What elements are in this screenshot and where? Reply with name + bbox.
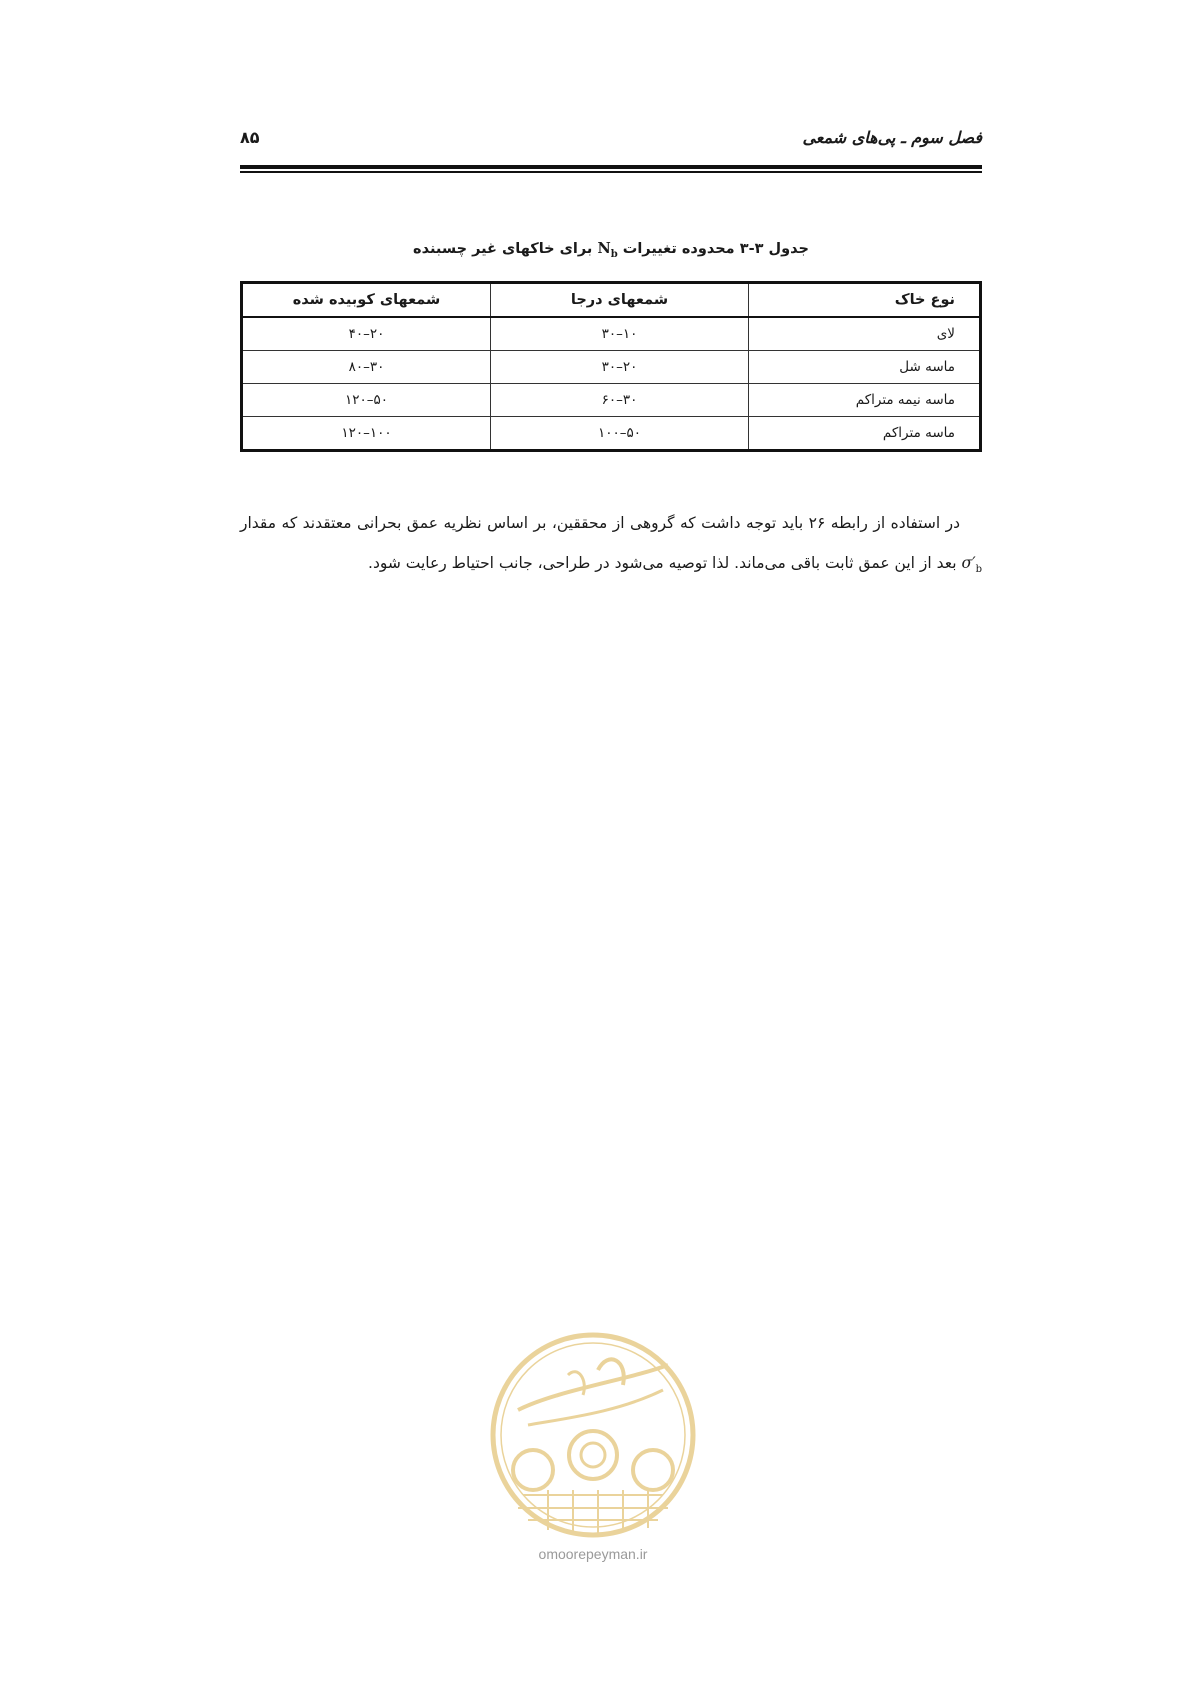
table-cell: ۵۰–۱۲۰ <box>242 384 491 417</box>
chapter-title: فصل سوم ـ پی‌های شمعی <box>802 128 982 147</box>
sigma-b-prime-symbol: $\sigma'_b$ <box>961 554 982 576</box>
body-paragraph <box>240 503 982 590</box>
table-cell: ۱۰۰–۱۲۰ <box>242 417 491 451</box>
header-rule-thick <box>240 165 982 169</box>
paragraph-text-part2: بعد از این عمق ثابت باقی می‌ماند. لذا توصیه می‌شود در طراحی، جانب احتیاط رعایت شود. <box>368 554 957 572</box>
table-row <box>242 317 981 351</box>
paragraph-text-part1: در استفاده از رابطه ۲۶ باید توجه داشت که گروهی از محققین، بر اساس نظریه عمق بحرانی معتقدند که مقدار <box>240 514 960 532</box>
column-header-cast-in-place: شمعهای درجا <box>491 283 749 318</box>
table-cell: لای <box>749 317 981 351</box>
publisher-logo-watermark <box>488 1330 698 1540</box>
table-row <box>242 417 981 451</box>
table-cell: ماسه متراکم <box>749 417 981 451</box>
page-header <box>240 128 982 158</box>
caption-suffix: برای خاکهای غیر چسبنده <box>413 241 593 257</box>
nb-range-table <box>240 281 982 452</box>
watermark-url: omoorepeyman.ir <box>538 1546 648 1562</box>
table-row <box>242 351 981 384</box>
table-cell: ماسه شل <box>749 351 981 384</box>
table-row <box>242 384 981 417</box>
table-cell: ۱۰–۳۰ <box>491 317 749 351</box>
column-header-soil-type: نوع خاک <box>749 283 981 318</box>
table-caption <box>240 240 982 260</box>
column-header-driven: شمعهای کوبیده شده <box>242 283 491 318</box>
table-cell: ۲۰–۴۰ <box>242 317 491 351</box>
table-cell: ۲۰–۳۰ <box>491 351 749 384</box>
table-header-row <box>242 283 981 318</box>
caption-symbol: $N_b$ <box>597 240 618 260</box>
page-number: ۸۵ <box>240 128 260 147</box>
table-cell: ۳۰–۶۰ <box>491 384 749 417</box>
header-rule-thin <box>240 171 982 173</box>
table-cell: ۵۰–۱۰۰ <box>491 417 749 451</box>
table-cell: ماسه نیمه متراکم <box>749 384 981 417</box>
table-cell: ۳۰–۸۰ <box>242 351 491 384</box>
caption-prefix: جدول ۳-۳ محدوده تغییرات <box>622 241 809 257</box>
